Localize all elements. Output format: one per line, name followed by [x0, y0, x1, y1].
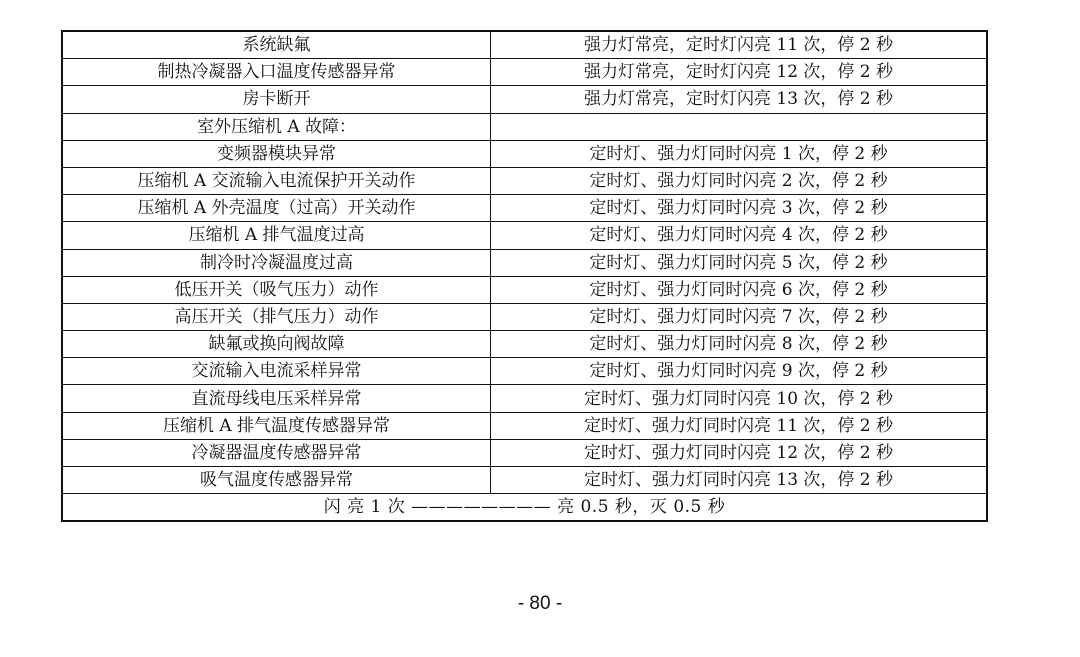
table-row — [62, 303, 987, 330]
table-row — [62, 86, 987, 113]
table-row — [62, 113, 987, 140]
table-row — [62, 358, 987, 385]
table-row — [62, 195, 987, 222]
table-footer-row — [62, 494, 987, 522]
fault-cell: 交流输入电流采样异常 — [62, 358, 491, 385]
fault-cell: 高压开关（排气压力）动作 — [62, 303, 491, 330]
table-row — [62, 331, 987, 358]
fault-cell: 低压开关（吸气压力）动作 — [62, 276, 491, 303]
indicator-code-cell: 定时灯、强力灯同时闪亮 13 次，停 2 秒 — [491, 467, 988, 494]
table-row — [62, 412, 987, 439]
table-row — [62, 167, 987, 194]
fault-cell: 缺氟或换向阀故障 — [62, 331, 491, 358]
table-row — [62, 467, 987, 494]
table-row — [62, 140, 987, 167]
fault-cell: 吸气温度传感器异常 — [62, 467, 491, 494]
fault-cell: 变频器模块异常 — [62, 140, 491, 167]
indicator-code-cell: 定时灯、强力灯同时闪亮 12 次，停 2 秒 — [491, 439, 988, 466]
fault-cell: 压缩机 A 排气温度过高 — [62, 222, 491, 249]
table-row — [62, 439, 987, 466]
indicator-code-cell: 定时灯、强力灯同时闪亮 3 次，停 2 秒 — [491, 195, 988, 222]
table-row — [62, 222, 987, 249]
fault-cell: 制冷时冷凝温度过高 — [62, 249, 491, 276]
indicator-code-cell: 定时灯、强力灯同时闪亮 10 次，停 2 秒 — [491, 385, 988, 412]
fault-cell: 系统缺氟 — [62, 31, 491, 59]
fault-code-table-body — [62, 31, 987, 521]
table-row — [62, 59, 987, 86]
indicator-code-cell: 定时灯、强力灯同时闪亮 8 次，停 2 秒 — [491, 331, 988, 358]
indicator-code-cell: 强力灯常亮，定时灯闪亮 12 次，停 2 秒 — [491, 59, 988, 86]
indicator-code-cell: 定时灯、强力灯同时闪亮 2 次，停 2 秒 — [491, 167, 988, 194]
indicator-code-cell — [491, 113, 988, 140]
table-row — [62, 249, 987, 276]
indicator-code-cell: 定时灯、强力灯同时闪亮 7 次，停 2 秒 — [491, 303, 988, 330]
fault-cell: 冷凝器温度传感器异常 — [62, 439, 491, 466]
indicator-code-cell: 定时灯、强力灯同时闪亮 6 次，停 2 秒 — [491, 276, 988, 303]
indicator-code-cell: 定时灯、强力灯同时闪亮 1 次，停 2 秒 — [491, 140, 988, 167]
indicator-code-cell: 强力灯常亮，定时灯闪亮 11 次，停 2 秒 — [491, 31, 988, 59]
indicator-code-cell: 定时灯、强力灯同时闪亮 5 次，停 2 秒 — [491, 249, 988, 276]
table-row — [62, 385, 987, 412]
fault-cell: 压缩机 A 外壳温度（过高）开关动作 — [62, 195, 491, 222]
indicator-code-cell: 强力灯常亮，定时灯闪亮 13 次，停 2 秒 — [491, 86, 988, 113]
indicator-code-cell: 定时灯、强力灯同时闪亮 9 次，停 2 秒 — [491, 358, 988, 385]
fault-cell: 制热冷凝器入口温度传感器异常 — [62, 59, 491, 86]
fault-code-table — [61, 30, 988, 522]
table-row — [62, 276, 987, 303]
fault-cell: 直流母线电压采样异常 — [62, 385, 491, 412]
indicator-code-cell: 定时灯、强力灯同时闪亮 11 次，停 2 秒 — [491, 412, 988, 439]
page-number: - 80 - — [517, 593, 563, 614]
fault-cell: 压缩机 A 交流输入电流保护开关动作 — [62, 167, 491, 194]
indicator-code-cell: 定时灯、强力灯同时闪亮 4 次，停 2 秒 — [491, 222, 988, 249]
table-row — [62, 31, 987, 59]
fault-group-heading: 室外压缩机 A 故障： — [62, 113, 491, 140]
blink-legend: 闪 亮 1 次 ———————— 亮 0.5 秒，灭 0.5 秒 — [62, 494, 987, 522]
fault-cell: 房卡断开 — [62, 86, 491, 113]
fault-cell: 压缩机 A 排气温度传感器异常 — [62, 412, 491, 439]
